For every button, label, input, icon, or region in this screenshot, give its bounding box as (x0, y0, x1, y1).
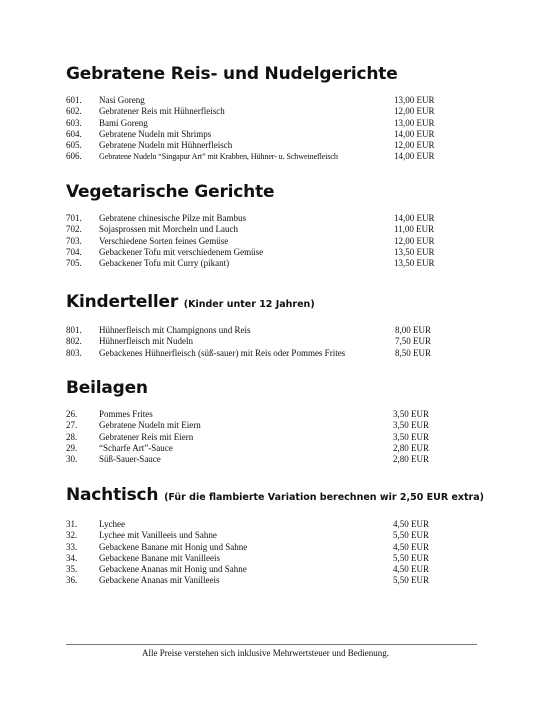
item-price: 13,00 EUR (394, 95, 435, 105)
item-name: Gebackene Ananas mit Vanilleeis (99, 575, 220, 586)
item-number: 35. (66, 564, 78, 575)
item-number: 36. (66, 575, 78, 586)
item-price: 14,00 EUR (394, 213, 435, 223)
section-title (66, 378, 466, 398)
item-price: 5,50 EUR (393, 530, 429, 541)
menu-item (66, 542, 466, 553)
item-price: 2,80 EUR (393, 442, 429, 453)
item-price: 3,50 EUR (393, 420, 429, 431)
item-number: 802. (66, 336, 82, 347)
menu-item (66, 420, 466, 431)
item-number: 26. (66, 409, 78, 419)
item-name: Gebratene Nudeln mit Hühnerfleisch (99, 140, 233, 151)
item-name: Gebratener Reis mit Hühnerfleisch (99, 106, 225, 117)
item-name: Gebratene Nudeln “Singapur Art” mit Krabben, Hühner- u. Schweinefleisch (99, 152, 338, 162)
item-price: 12,00 EUR (394, 235, 435, 246)
item-name: Nasi Goreng (99, 95, 145, 105)
section-vegetarian (66, 182, 466, 269)
menu-item (66, 129, 466, 140)
item-name: Hühnerfleisch mit Nudeln (99, 336, 193, 347)
item-name: Gebackener Tofu mit verschiedenem Gemüse (99, 246, 264, 257)
item-name: Hühnerfleisch mit Champignons und Reis (99, 325, 251, 335)
menu-item (66, 519, 466, 530)
item-price: 5,50 EUR (393, 552, 429, 563)
item-name: Gebratener Reis mit Eiern (99, 431, 194, 442)
menu-item (66, 454, 466, 465)
menu-item (66, 336, 466, 347)
item-price: 13,50 EUR (394, 258, 435, 269)
menu-item (66, 213, 466, 224)
item-number: 32. (66, 530, 78, 541)
item-price: 13,00 EUR (394, 117, 435, 128)
section-side-dishes (66, 378, 466, 465)
menu-item (66, 325, 466, 336)
section-note: (Für die flambierte Variation berechnen wir 2,50 EUR extra) (164, 492, 484, 503)
item-name: Gebratene Nudeln mit Shrimps (99, 128, 212, 139)
item-number: 33. (66, 541, 78, 552)
menu-item (66, 151, 466, 162)
section-dessert (66, 485, 484, 587)
section-title-text: Vegetarische Gerichte (66, 182, 275, 202)
item-price: 2,80 EUR (393, 454, 429, 465)
item-price: 3,50 EUR (393, 431, 429, 442)
menu-item (66, 443, 466, 454)
menu-item (66, 236, 466, 247)
menu-item (66, 140, 466, 151)
section-title (66, 182, 466, 202)
section-fried-rice-noodles (66, 64, 466, 163)
menu-item (66, 553, 466, 564)
item-number: 27. (66, 420, 78, 431)
item-number: 28. (66, 431, 78, 442)
footer-divider (66, 644, 477, 645)
item-name: Verschiedene Sorten feines Gemüse (99, 235, 229, 246)
item-number: 701. (66, 213, 82, 223)
section-title (66, 292, 466, 315)
item-number: 30. (66, 454, 78, 465)
item-number: 602. (66, 106, 82, 117)
section-note: (Kinder unter 12 Jahren) (183, 299, 315, 310)
item-number: 605. (66, 140, 82, 151)
item-name: “Scharfe Art”-Sauce (99, 442, 173, 453)
item-name: Gebackenes Hühnerfleisch (süß-sauer) mit Reis oder Pommes Frites (99, 347, 346, 358)
menu-item (66, 258, 466, 269)
item-price: 5,50 EUR (393, 575, 429, 586)
item-name: Lychee mit Vanilleeis und Sahne (99, 530, 217, 541)
item-number: 31. (66, 519, 78, 529)
item-price: 4,50 EUR (393, 541, 429, 552)
item-name: Gebackene Ananas mit Honig und Sahne (99, 564, 247, 575)
menu-item (66, 118, 466, 129)
item-price: 13,50 EUR (394, 246, 435, 257)
section-title (66, 64, 466, 84)
item-name: Süß-Sauer-Sauce (99, 454, 161, 465)
item-number: 801. (66, 325, 82, 335)
item-name: Gebackene Banane mit Vanilleeis (99, 552, 221, 563)
menu-item (66, 348, 466, 359)
menu-item (66, 224, 466, 235)
item-price: 4,50 EUR (393, 519, 429, 529)
item-number: 34. (66, 552, 78, 563)
footer-note: Alle Preise verstehen sich inklusive Mehrwertsteuer und Bedienung. (142, 648, 389, 658)
item-number: 702. (66, 224, 82, 235)
menu-item (66, 95, 466, 106)
menu-item (66, 432, 466, 443)
section-title-text: Kinderteller (66, 292, 179, 312)
item-price: 3,50 EUR (393, 409, 429, 419)
item-price: 12,00 EUR (394, 140, 435, 151)
section-title (66, 485, 484, 508)
item-number: 29. (66, 442, 78, 453)
item-price: 12,00 EUR (394, 106, 435, 117)
item-number: 601. (66, 95, 82, 105)
menu-item (66, 564, 466, 575)
item-name: Gebratene chinesische Pilze mit Bambus (99, 213, 246, 223)
item-name: Pommes Frites (99, 409, 153, 419)
item-number: 703. (66, 235, 82, 246)
item-price: 4,50 EUR (393, 564, 429, 575)
item-list (66, 519, 466, 587)
item-list (66, 325, 466, 359)
item-number: 803. (66, 347, 82, 358)
item-number: 606. (66, 151, 82, 162)
item-price: 11,00 EUR (394, 224, 435, 235)
section-kids-plates (66, 292, 466, 359)
item-name: Lychee (99, 519, 125, 529)
section-title-text: Beilagen (66, 378, 148, 398)
item-number: 704. (66, 246, 82, 257)
item-number: 705. (66, 258, 82, 269)
item-number: 604. (66, 128, 82, 139)
item-name: Sojasprossen mit Morcheln und Lauch (99, 224, 238, 235)
item-name: Gebackener Tofu mit Curry (pikant) (99, 258, 230, 269)
menu-item (66, 575, 466, 586)
item-price: 8,50 EUR (395, 347, 431, 358)
item-name: Bami Goreng (99, 117, 148, 128)
menu-item (66, 247, 466, 258)
item-name: Gebackene Banane mit Honig und Sahne (99, 541, 248, 552)
item-number: 603. (66, 117, 82, 128)
item-list (66, 409, 466, 465)
menu-item (66, 106, 466, 117)
section-title-text: Nachtisch (66, 485, 159, 505)
item-name: Gebratene Nudeln mit Eiern (99, 420, 201, 431)
menu-item (66, 530, 466, 541)
item-price: 7,50 EUR (395, 336, 431, 347)
item-price: 8,00 EUR (395, 325, 431, 335)
item-price: 14,00 EUR (394, 128, 435, 139)
menu-item (66, 409, 466, 420)
item-list (66, 95, 466, 163)
section-title-text: Gebratene Reis- und Nudelgerichte (66, 64, 398, 84)
item-price: 14,00 EUR (394, 151, 435, 162)
item-list (66, 213, 466, 269)
